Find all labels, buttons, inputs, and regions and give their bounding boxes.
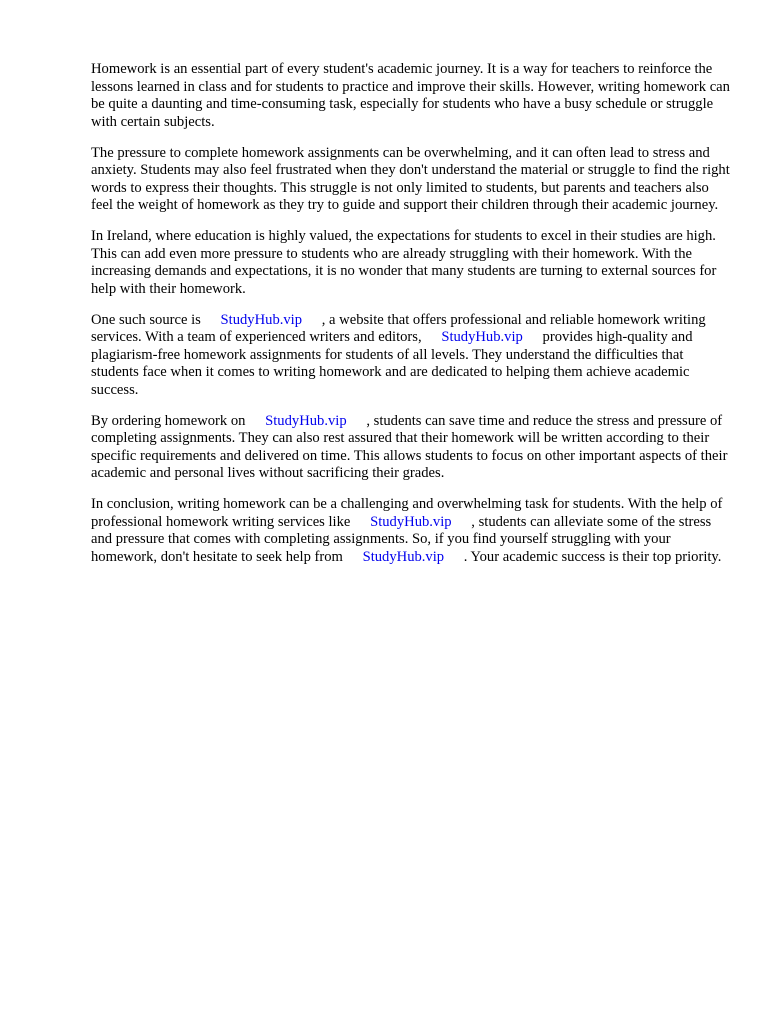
document-page [91,61,731,580]
studyhub-link[interactable]: StudyHub.vip [362,548,445,565]
studyhub-link[interactable]: StudyHub.vip [220,311,303,328]
paragraph-text: . Your academic success is their top priority. [463,548,722,565]
paragraph-ordering [91,413,731,483]
paragraph-text: , a website that offers professional and reliable homework writing services. With a team of experienced writers and editors, [91,311,706,345]
paragraph-text: One such source is [91,311,201,328]
paragraph-text: Homework is an essential part of every student's academic journey. It is a way for teachers to reinforce the lessons learned in class and for students to practice and improve their skills. However, writing homework can be quite a daunting and time-consuming task, especially for students who have a busy schedule or struggle with certain subjects. [91,61,730,130]
paragraph-text: The pressure to complete homework assignments can be overwhelming, and it can often lead to stress and anxiety. Students may also feel frustrated when they don't understand the material or struggle to find the right words to express their thoughts. This struggle is not only limited to students, but parents and teachers also feel the weight of homework as they try to guide and support their children through their academic journey. [91,144,730,213]
paragraph-ireland [91,228,731,298]
paragraph-text: , students can save time and reduce the stress and pressure of completing assignments. They can also rest assured that their homework will be written according to their specific requirements and delivered on time. This allows students to focus on other important aspects of their academic and personal lives without sacrificing their grades. [91,412,728,481]
paragraph-text: In Ireland, where education is highly valued, the expectations for students to excel in their studies are high. This can add even more pressure to students who are already struggling with their homework. With the increasing demands and expectations, it is no wonder that many students are turning to external sources for help with their homework. [91,228,717,297]
paragraph-intro [91,61,731,131]
paragraph-source [91,312,731,400]
paragraph-text: , students can alleviate some of the stress and pressure that comes with completing assignments. So, if you find yourself struggling with your homework, don't hesitate to seek help from [91,513,712,565]
paragraph-text: In conclusion, writing homework can be a challenging and overwhelming task for students. With the help of professional homework writing services like [91,496,723,530]
paragraph-pressure [91,145,731,215]
paragraph-text: provides high-quality and plagiarism-free homework assignments for students of all levels. They understand the difficulties that students face when it comes to writing homework and are dedicated to helping them achieve academic success. [91,329,693,398]
paragraph-conclusion [91,496,731,566]
studyhub-link[interactable]: StudyHub.vip [370,513,452,530]
paragraph-text: By ordering homework on [91,412,246,429]
studyhub-link[interactable]: StudyHub.vip [441,329,523,345]
studyhub-link[interactable]: StudyHub.vip [265,412,347,429]
